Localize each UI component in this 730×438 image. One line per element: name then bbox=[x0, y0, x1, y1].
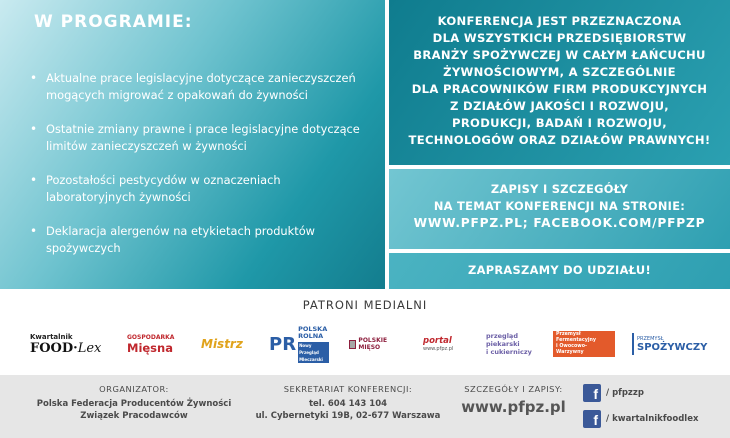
polskie-mieso-logo[interactable] bbox=[349, 327, 399, 361]
portal-logo-url: www.pfpz.pl bbox=[423, 346, 454, 352]
patron-logos bbox=[0, 324, 730, 367]
facebook-icon: f bbox=[583, 384, 601, 402]
audience-line: PRODUKCJI, BADAŃ I ROZWOJU, bbox=[452, 116, 667, 130]
organizer-line: Związek Pracodawców bbox=[80, 411, 188, 421]
facebook-link-kwartalnikfoodlex[interactable] bbox=[583, 409, 723, 429]
polska-rolna-logo[interactable] bbox=[269, 324, 329, 362]
przemysl-fermentacyjny-logo[interactable] bbox=[553, 331, 615, 357]
spozywczy-big: SPOŻYWCZY bbox=[637, 341, 708, 353]
polskie-mieso-text: POLSKIE MIĘSO bbox=[358, 337, 388, 351]
przemysl-line2: Fermentacyjny bbox=[556, 338, 597, 343]
audience-line: DLA WSZYSTKICH PRZEDSIĘBIORSTW bbox=[432, 31, 687, 45]
foodlex-logo-small: Kwartalnik bbox=[30, 332, 73, 341]
program-item: • Pozostałości pestycydów w oznaczeniach laboratoryjnych żywności bbox=[30, 172, 370, 206]
secretariat-address: ul. Cybernetyki 19B, 02-677 Warszawa bbox=[255, 411, 441, 421]
program-item: • Deklaracja alergenów na etykietach produktów spożywczych bbox=[30, 223, 370, 257]
audience-line: ŻYWNOŚCIOWYM, A SZCZEGÓLNIE bbox=[443, 65, 676, 79]
secretariat-block bbox=[250, 384, 446, 422]
details-heading: SZCZEGÓŁY I ZAPISY: bbox=[464, 384, 563, 394]
przemysl-line1: Przemysł bbox=[556, 332, 581, 337]
przeglad-line2: piekarski bbox=[486, 340, 520, 348]
facebook-links bbox=[583, 383, 723, 435]
spozywczy-small: PRZEMYSŁ bbox=[637, 335, 664, 342]
secretariat-heading: SEKRETARIAT KONFERENCJI: bbox=[283, 384, 413, 394]
organizer-heading: ORGANIZATOR: bbox=[99, 384, 169, 394]
secretariat-phone: tel. 604 143 104 bbox=[308, 399, 388, 409]
program-item: • Ostatnie zmiany prawne i prace legislacyjne dotyczące limitów zanieczyszczeń w żywności bbox=[30, 121, 370, 155]
audience-box bbox=[389, 0, 730, 165]
przemysl-line3: i Owocowo-Warzywny bbox=[556, 344, 587, 355]
audience-line: BRANŻY SPOŻYWCZEJ W CAŁYM ŁAŃCUCHU bbox=[413, 48, 706, 62]
miesna-logo-small: GOSPODARKA bbox=[127, 333, 175, 341]
polska-rolna-line1: POLSKA bbox=[298, 324, 328, 333]
facebook-link-text: / kwartalnikfoodlex bbox=[606, 414, 699, 424]
flag-icon bbox=[349, 340, 356, 349]
portal-logo-text: portal bbox=[423, 336, 452, 346]
foodlex-logo-text: FOOD·Lex bbox=[30, 340, 102, 356]
invite-text: ZAPRASZAMY DO UDZIAŁU! bbox=[468, 263, 651, 277]
polska-rolna-pr: PR bbox=[269, 333, 297, 355]
przeglad-piekarski-logo[interactable] bbox=[486, 327, 542, 361]
audience-line: Z DZIAŁÓW JAKOŚCI I ROZWOJU, bbox=[449, 99, 669, 113]
facebook-icon: f bbox=[583, 410, 601, 428]
organizer-line: Polska Federacja Producentów Żywności bbox=[36, 399, 232, 409]
gospodarka-miesna-logo[interactable] bbox=[127, 327, 197, 361]
signup-urls-link[interactable]: WWW.PFPZ.PL; FACEBOOK.COM/PFPZP bbox=[413, 216, 706, 230]
facebook-link-pfpzzp[interactable] bbox=[583, 383, 723, 403]
audience-line: KONFERENCJA JEST PRZEZNACZONA bbox=[437, 14, 682, 28]
mistrz-logo[interactable] bbox=[201, 327, 251, 361]
signup-line: ZAPISY I SZCZEGÓŁY bbox=[490, 182, 629, 196]
polska-rolna-line2: ROLNA bbox=[298, 331, 324, 340]
program-title: W PROGRAMIE: bbox=[34, 12, 193, 32]
details-url-link[interactable]: www.pfpz.pl bbox=[461, 398, 566, 416]
details-block bbox=[446, 384, 581, 416]
audience-line: DLA PRACOWNIKÓW FIRM PRODUKCYJNYCH bbox=[411, 82, 708, 96]
przemysl-spozywczy-logo[interactable] bbox=[632, 333, 708, 355]
patrons-title: PATRONI MEDIALNI bbox=[302, 298, 428, 312]
invite-box bbox=[389, 253, 730, 289]
mistrz-logo-text: Mistrz bbox=[201, 337, 243, 351]
program-item: • Aktualne prace legislacyjne dotyczące zanieczyszczeń mogących migrować z opakowań do żywności bbox=[30, 70, 370, 104]
foodlex-logo[interactable] bbox=[30, 327, 105, 361]
program-list bbox=[30, 70, 370, 274]
program-panel bbox=[0, 0, 385, 289]
przeglad-line3: i cukierniczy bbox=[486, 348, 532, 356]
signup-line: NA TEMAT KONFERENCJI NA STRONIE: bbox=[433, 199, 686, 213]
przeglad-line1: przegląd bbox=[486, 332, 518, 340]
audience-line: TECHNOLOGÓW ORAZ DZIAŁÓW PRAWNYCH! bbox=[408, 133, 711, 147]
miesna-logo-text: Mięsna bbox=[127, 340, 173, 355]
portal-logo[interactable] bbox=[423, 327, 471, 361]
polska-rolna-sub: Nowy Przegląd Mleczarski bbox=[298, 342, 329, 363]
organizer-block bbox=[20, 384, 248, 422]
signup-box bbox=[389, 169, 730, 249]
facebook-link-text: / pfpzzp bbox=[606, 388, 644, 398]
footer bbox=[0, 375, 730, 438]
